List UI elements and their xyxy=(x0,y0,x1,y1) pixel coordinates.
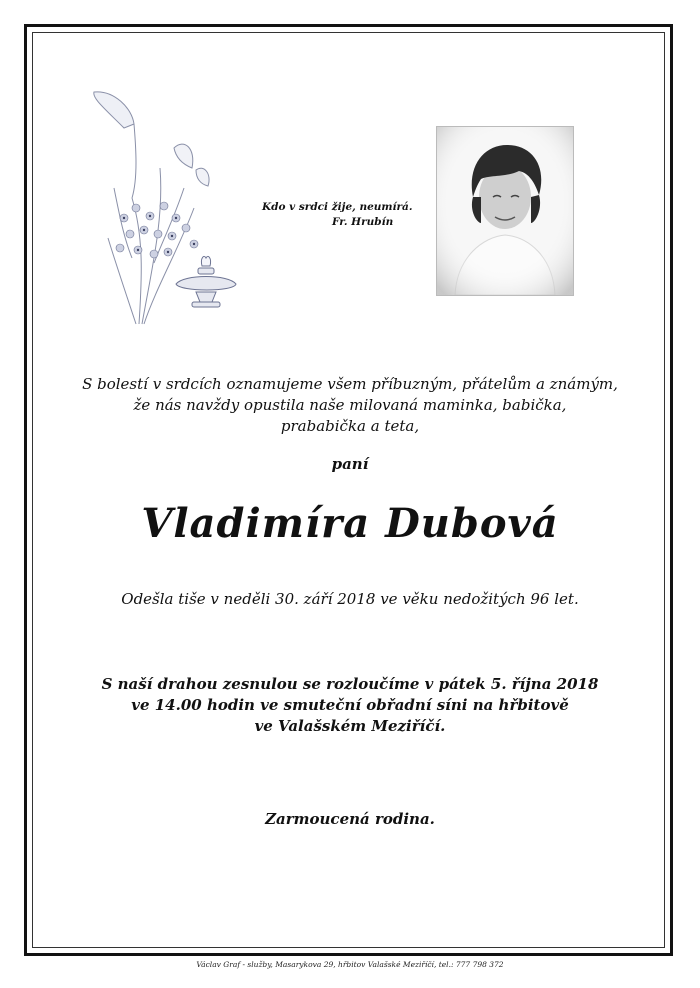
announcement-text xyxy=(80,374,620,437)
funeral-line: ve 14.00 hodin ve smuteční obřadní síni na hřbitově xyxy=(131,696,569,714)
announcement-line: prababička a teta, xyxy=(280,417,420,435)
family-signature: Zarmoucená rodina. xyxy=(265,810,435,828)
portrait-photo xyxy=(436,126,574,296)
funeral-details xyxy=(80,674,620,737)
quote-text: Kdo v srdci žije, neumírá. xyxy=(262,201,413,213)
announcement-line: že nás navždy opustila naše milovaná maminka, babička, xyxy=(133,396,567,414)
funeral-line: S naší drahou zesnulou se rozloučíme v pátek 5. října 2018 xyxy=(101,675,599,693)
title-prefix: paní xyxy=(331,455,369,473)
lily-and-lamp-illustration xyxy=(84,88,244,330)
quote-author: Fr. Hrubín xyxy=(332,216,394,228)
announcement-line: S bolestí v srdcích oznamujeme všem příbuzným, přátelům a známým, xyxy=(82,375,618,393)
funeral-service-footer: Václav Graf - služby, Masarykova 29, hřbitov Valašské Meziříčí, tel.: 777 798 372 xyxy=(196,960,504,969)
death-info: Odešla tiše v neděli 30. září 2018 ve věku nedožitých 96 let. xyxy=(121,590,579,608)
deceased-name: Vladimíra Dubová xyxy=(141,500,559,547)
funeral-line: ve Valašském Meziříčí. xyxy=(254,717,446,735)
memorial-quote xyxy=(262,200,432,230)
